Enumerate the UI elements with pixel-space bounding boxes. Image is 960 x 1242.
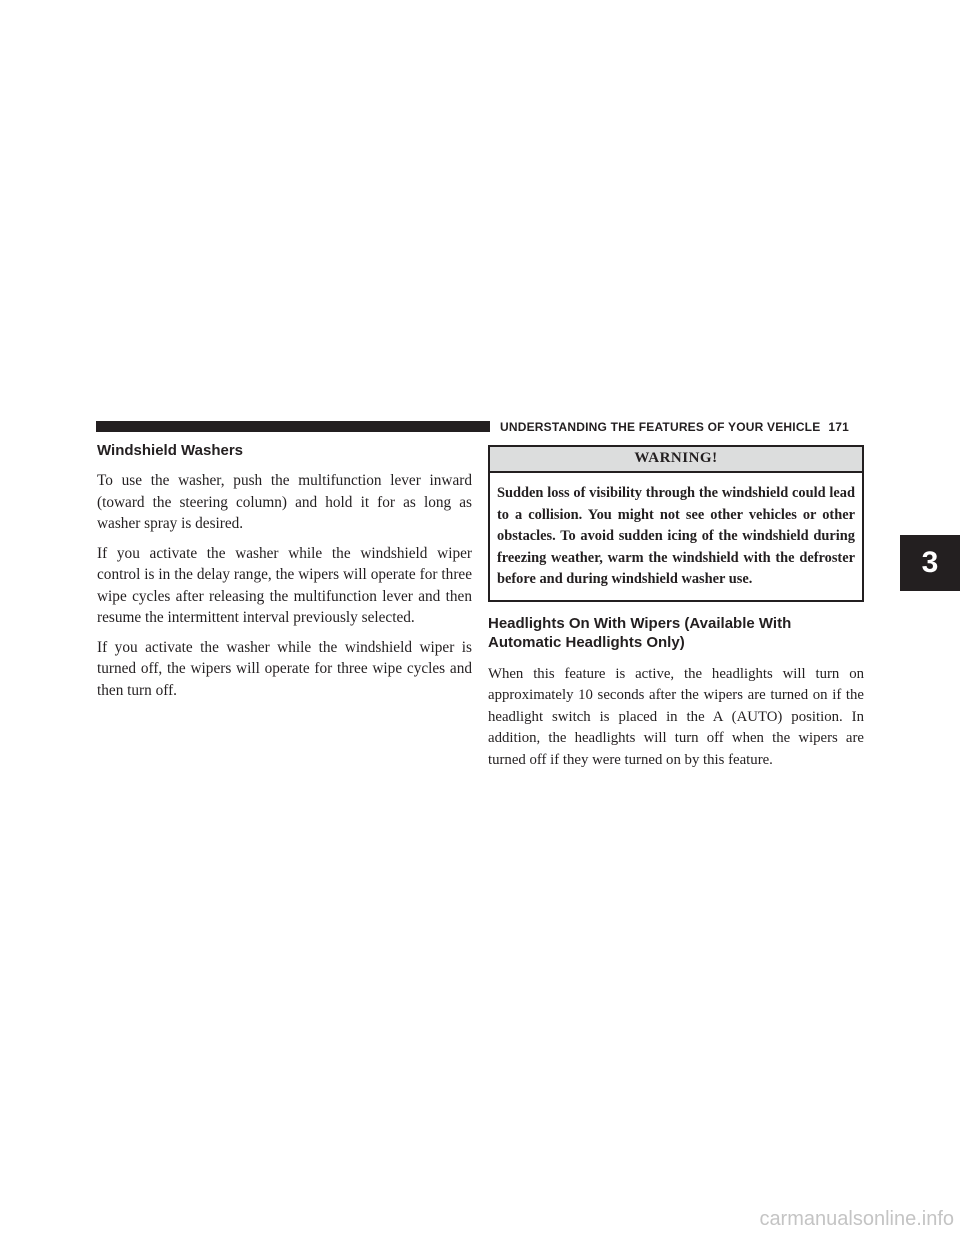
warning-text: Sudden loss of visibility through the windshield could lead to a collision. You might not see other vehicles or other obstacles. To avoid sudden icing of the windshield during freezing weather, warm the windshield with the defroster before and during windshield washer use.: [497, 485, 855, 587]
paragraph: If you activate the washer while the windshield wiper control is in the delay range, the wipers will operate for three wipe cycles after releasing the multifunction lever and then resume the intermittent interval previously selected.: [97, 544, 472, 626]
warning-title: WARNING!: [490, 447, 862, 473]
running-header: [500, 419, 864, 435]
header-rule: [96, 421, 490, 432]
left-column: [97, 441, 472, 709]
watermark: carmanualsonline.info: [759, 1208, 954, 1230]
right-column: [488, 445, 864, 771]
page-number: 171: [828, 420, 850, 434]
warning-box: [488, 445, 864, 602]
section-title: UNDERSTANDING THE FEATURES OF YOUR VEHICLE: [500, 420, 821, 434]
windshield-washers-heading: Windshield Washers: [97, 442, 244, 459]
headlights-with-wipers-heading: Headlights On With Wipers (Available With Automatic Headlights Only): [488, 614, 792, 651]
paragraph: To use the washer, push the multifunction lever inward (toward the steering column) and hold it for as long as washer spray is desired.: [97, 472, 472, 532]
paragraph: If you activate the washer while the windshield wiper is turned off, the wipers will operate for three wipe cycles and then turn off.: [97, 638, 472, 699]
paragraph: When this feature is active, the headlights will turn on approximately 10 seconds after the wipers are turned on if the headlight switch is placed in the A (AUTO) position. In addition, the headlights will turn off when the wipers are turned off if they were turned on by this feature.: [488, 665, 864, 768]
chapter-tab: 3: [900, 535, 960, 591]
